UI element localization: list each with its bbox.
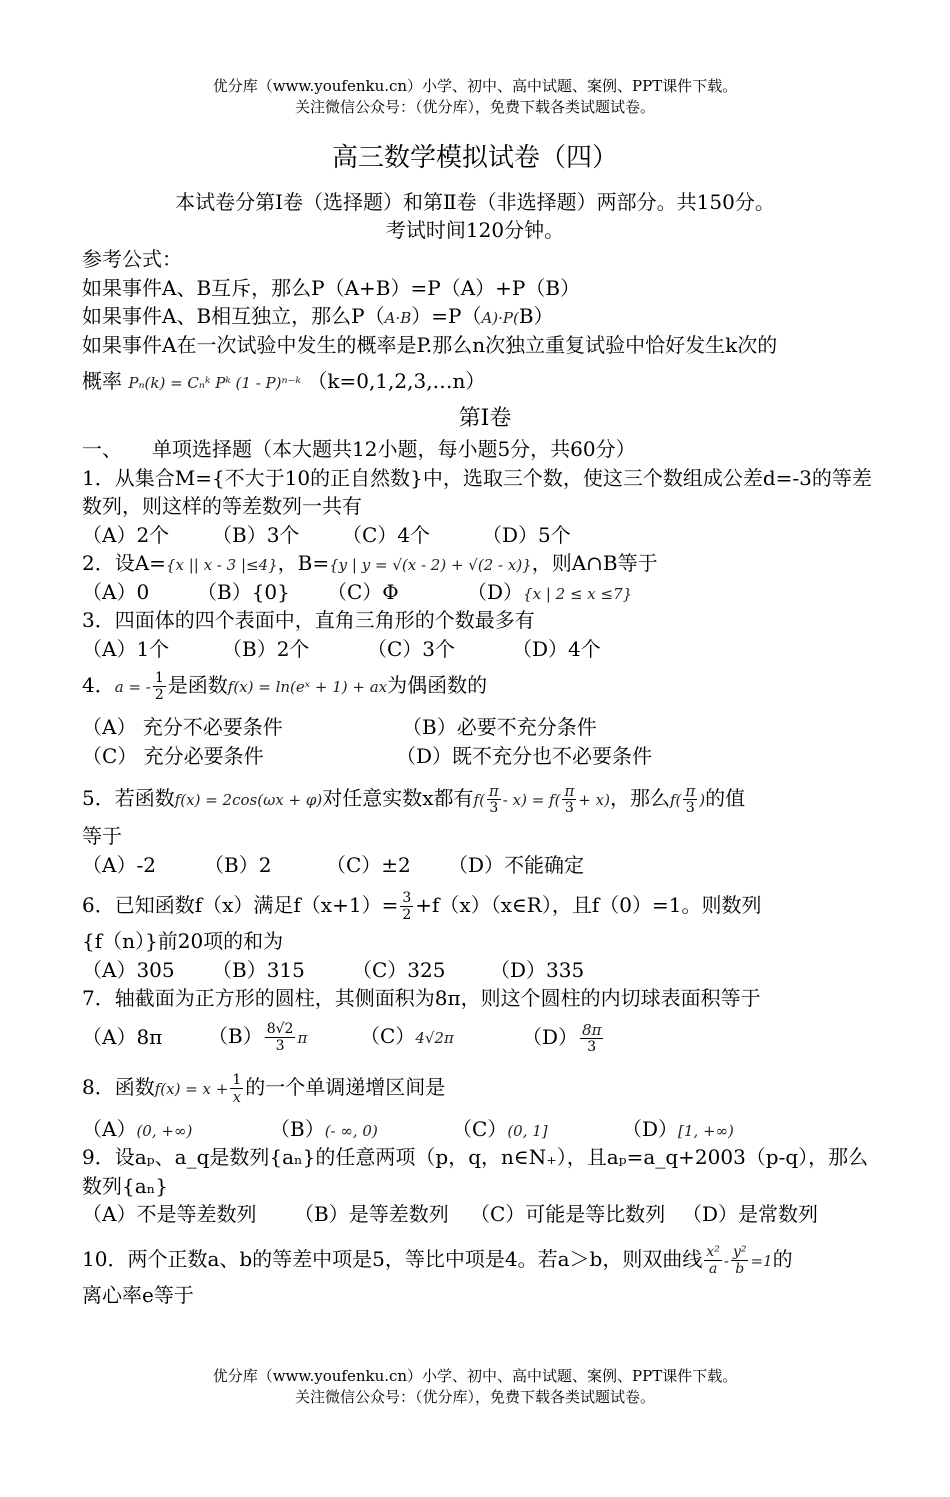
q6-option-b: （B）315 bbox=[212, 957, 305, 982]
question-8-options bbox=[82, 1115, 888, 1144]
header-line-1: 优分库（www.youfenku.cn）小学、初中、高中试题、案例、PPT课件下载。 bbox=[212, 77, 738, 95]
question-10-stem-cont: 离心率e等于 bbox=[82, 1282, 194, 1307]
q7-option-c: （C）4√2π bbox=[360, 1023, 454, 1048]
q9-option-c: （C）可能是等比数列 bbox=[470, 1202, 666, 1226]
q2-option-d-math: {x | 2 ≤ x ≤7} bbox=[523, 584, 633, 603]
q9-option-d: （D）是常数列 bbox=[682, 1202, 819, 1226]
q1-option-b: （B）3个 bbox=[212, 522, 300, 547]
q6-option-a: （A）305 bbox=[82, 957, 175, 982]
q8-option-d: （D）[1, +∞) bbox=[622, 1116, 734, 1141]
intro-line-1: 本试卷分第Ⅰ卷（选择题）和第Ⅱ卷（非选择题）两部分。共150分。 bbox=[175, 190, 775, 214]
q4-fraction: $\frac{1}{2}$ bbox=[154, 670, 164, 703]
q5-option-b: （B）2 bbox=[204, 852, 272, 877]
q7-option-a: （A）8π bbox=[82, 1024, 163, 1049]
formulas-heading: 参考公式： bbox=[82, 247, 182, 271]
q1-option-a: （A）2个 bbox=[82, 522, 170, 547]
formula-3: 如果事件A在一次试验中发生的概率是P.那么n次独立重复试验中恰好发生k次的 bbox=[82, 332, 778, 357]
question-5-stem: 5．若函数f(x) = 2cos(ωx + φ)对任意实数x都有f( $\frac{\pi}{3}$ - x) = f( $\frac{\pi}{3}$ + x)，那么f( $\frac{\pi}{3}$ )的值 bbox=[82, 782, 746, 816]
question-2-options bbox=[82, 578, 888, 607]
formula-2-math-1: A·B bbox=[384, 309, 412, 327]
question-3-options bbox=[82, 635, 888, 664]
question-1-stem: 1．从集合M={不大于10的正自然数}中，选取三个数，使这三个数组成公差d=-3的等差数列，则这样的等差数列一共有 bbox=[82, 465, 872, 518]
question-8-stem: 8．函数f(x) = x + $\frac{1}{x}$ 的一个单调递增区间是 bbox=[82, 1071, 446, 1106]
q1-option-c: （C）4个 bbox=[342, 522, 431, 547]
formula-4: 概率 Pₙ(k) = Cₙᵏ Pᵏ (1 - P)ⁿ⁻ᵏ （k=0,1,2,3,…n） bbox=[82, 369, 486, 393]
question-6-stem-cont: {f（n）}前20项的和为 bbox=[82, 929, 284, 953]
question-7-options bbox=[82, 1013, 888, 1061]
q4-option-b: （B）必要不充分条件 bbox=[402, 715, 597, 739]
binomial-formula: Pₙ(k) = Cₙᵏ Pᵏ (1 - P)ⁿ⁻ᵏ bbox=[128, 374, 301, 392]
formula-2: 如果事件A、B相互独立，那么P（A·B）=P（A)·P(B） bbox=[82, 304, 554, 328]
q3-option-b: （B）2个 bbox=[222, 636, 310, 661]
q5-fraction-3: $\frac{\pi}{3}$ bbox=[685, 782, 696, 816]
q8-option-a: （A）(0, +∞) bbox=[82, 1116, 193, 1141]
footer-line-2: 关注微信公众号：（优分库），免费下载各类试题试卷。 bbox=[294, 1388, 655, 1406]
q9-option-b: （B）是等差数列 bbox=[294, 1202, 449, 1226]
formula-1: 如果事件A、B互斥，那么P（A+B）=P（A）+P（B） bbox=[82, 275, 581, 300]
q9-option-a: （A）不是等差数列 bbox=[82, 1202, 257, 1226]
header-line-2: 关注微信公众号：（优分库），免费下载各类试题试卷。 bbox=[294, 98, 655, 116]
q5-option-a: （A）-2 bbox=[82, 852, 156, 877]
question-1-options bbox=[82, 521, 888, 550]
q4-function-math: f(x) = ln(eˣ + 1) + ax bbox=[227, 678, 388, 696]
exam-body bbox=[82, 245, 888, 1309]
q6-fraction: $\frac{3}{2}$ bbox=[402, 890, 412, 923]
q4-option-c: （C） 充分必要条件 bbox=[82, 743, 264, 768]
q6-option-c: （C）325 bbox=[352, 957, 446, 982]
q7-option-b: （B） $\frac{8√2}{3}$ π bbox=[208, 1020, 308, 1054]
q5-fraction-2: $\frac{\pi}{3}$ bbox=[564, 782, 575, 816]
question-5-stem-cont: 等于 bbox=[82, 824, 122, 848]
question-6-stem: 6．已知函数f（x）满足f（x+1）= $\frac{3}{2}$ +f（x）（x∈R），且f（0）=1。则数列 bbox=[82, 890, 762, 923]
q2-option-a: （A）0 bbox=[82, 579, 150, 604]
q2-option-d: （D）{x | 2 ≤ x ≤7} bbox=[467, 579, 633, 604]
question-10-stem: 10．两个正数a、b的等差中项是5，等比中项是4。若a＞b，则双曲线 $\frac{\text{x²}}{a}$ - $\frac{\text{y²}}{b}$ =1的 bbox=[82, 1243, 793, 1277]
q3-option-a: （A）1个 bbox=[82, 636, 170, 661]
set-b-math: {y | y = √(x - 2) + √(2 - x)} bbox=[329, 556, 532, 574]
q8-fraction: $\frac{1}{x}$ bbox=[232, 1071, 242, 1106]
q5-function-math: f(x) = 2cos(ωx + φ) bbox=[174, 791, 323, 809]
q2-option-b: （B）{0} bbox=[197, 579, 290, 604]
section-heading-1: 第Ⅰ卷 bbox=[458, 406, 512, 431]
question-3-stem: 3．四面体的四个表面中，直角三角形的个数最多有 bbox=[82, 608, 535, 632]
q5-option-c: （C）±2 bbox=[326, 852, 411, 877]
q10-fraction-1: $\frac{\text{x²}}{a}$ bbox=[706, 1243, 720, 1277]
part-1-heading: 一、 单项选择题（本大题共12小题，每小题5分，共60分） bbox=[82, 437, 636, 461]
q7-option-d: （D） $\frac{8\pi}{3}$ bbox=[522, 1020, 602, 1055]
q3-option-c: （C）3个 bbox=[367, 636, 456, 661]
question-6-options bbox=[82, 956, 888, 985]
q5-option-d: （D）不能确定 bbox=[448, 852, 585, 877]
formula-2-math-2: A)·P( bbox=[481, 309, 519, 327]
question-7-stem: 7．轴截面为正方形的圆柱，其侧面积为8π，则这个圆柱的内切球表面积等于 bbox=[82, 986, 761, 1010]
q6-option-d: （D）335 bbox=[490, 957, 585, 982]
footer-line-1: 优分库（www.youfenku.cn）小学、初中、高中试题、案例、PPT课件下载。 bbox=[212, 1367, 738, 1385]
question-2-stem: 2．设A={x || x - 3 |≤4}，B={y | y = √(x - 2) + √(2 - x)}，则A∩B等于 bbox=[82, 551, 658, 575]
q5-fraction-1: $\frac{\pi}{3}$ bbox=[488, 782, 499, 816]
q2-option-c: （C）Φ bbox=[327, 579, 399, 604]
q8-option-c: （C）(0, 1] bbox=[452, 1116, 548, 1141]
q4-option-a: （A） 充分不必要条件 bbox=[82, 715, 283, 739]
question-9-options bbox=[82, 1200, 888, 1229]
question-4-stem: 4．a = - $\frac{1}{2}$ 是函数f(x) = ln(eˣ + 1) + ax为偶函数的 bbox=[82, 670, 488, 703]
question-5-options bbox=[82, 851, 888, 880]
q8-option-b: （B）(- ∞, 0) bbox=[270, 1116, 378, 1141]
q1-option-d: （D）5个 bbox=[482, 522, 571, 547]
question-4-options-row-2 bbox=[82, 742, 888, 771]
question-9-stem: 9．设aₚ、a_q是数列{aₙ}的任意两项（p，q，n∈N₊），且aₚ=a_q+2003（p-q），那么数列{aₙ} bbox=[82, 1145, 869, 1198]
page-title: 高三数学模拟试卷（四） bbox=[331, 143, 618, 173]
intro-line-2: 考试时间120分钟。 bbox=[385, 218, 565, 242]
question-4-options-row-1 bbox=[82, 713, 888, 742]
set-a-math: {x || x - 3 |≤4} bbox=[165, 556, 278, 574]
q4-option-d: （D）既不充分也不必要条件 bbox=[396, 743, 653, 768]
q10-fraction-2: $\frac{\text{y²}}{b}$ bbox=[732, 1243, 747, 1277]
q3-option-d: （D）4个 bbox=[512, 636, 601, 661]
